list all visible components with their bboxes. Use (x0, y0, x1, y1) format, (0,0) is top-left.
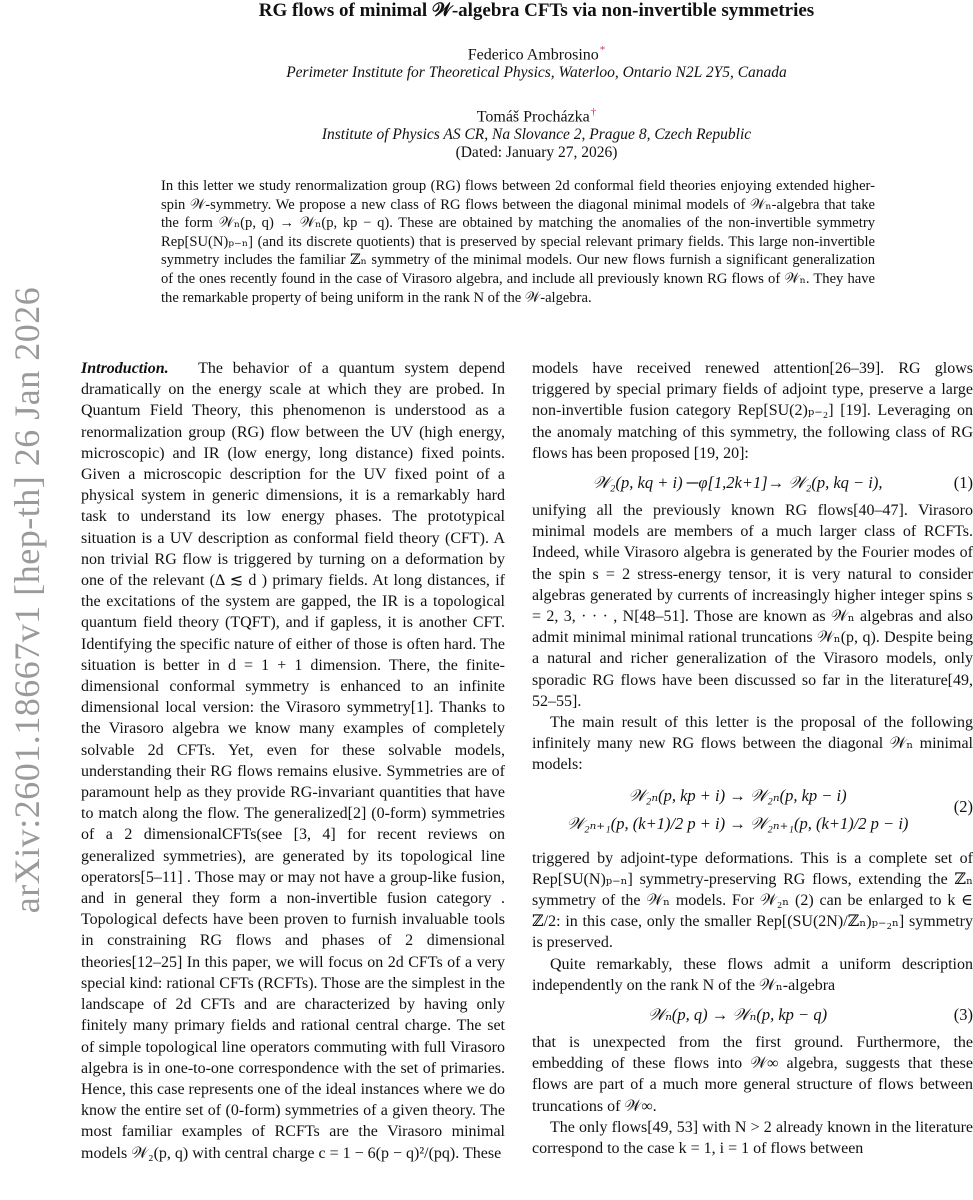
equation-1 (532, 464, 973, 500)
paragraph-known-flows: The only flows[49, 53] with N > 2 already known in the literature correspond to the case k = 1, i = 1 of flows between (532, 1118, 973, 1158)
equation-2-line-1: 𝒲₂ₙ(p, kp + i) → 𝒲₂ₙ(p, kp − i) (628, 785, 847, 805)
left-column (81, 358, 505, 1164)
equation-2 (532, 776, 973, 848)
equation-1-number: (1) (953, 473, 973, 493)
arxiv-identifier: arXiv:2601.18667v1 [hep-th] 26 Jan 2026 (7, 286, 47, 914)
equation-1-body: 𝒲₂(p, kq + i) ─φ[1,2k+1]→ 𝒲₂(p, kq − i), (592, 473, 883, 493)
paragraph-w-infinity: that is unexpected from the first ground. Furthermore, the embedding of these flows into 𝒲∞ algebra, suggests that these flows are part of a much more general structure of flows between truncations of 𝒲∞. (532, 1034, 973, 1115)
equation-3 (532, 996, 973, 1032)
equation-2-body (532, 782, 943, 838)
equation-3-number: (3) (953, 1005, 973, 1025)
author-2-affiliation: Institute of Physics AS CR, Na Slovance 2, Prague 8, Czech Republic (321, 126, 752, 143)
abstract: In this letter we study renormalization group (RG) flows between 2d conformal field theories enjoying extended higher-spin 𝒲-symmetry. We propose a new class of RG flows between the diagonal minimal models of 𝒲ₙ-algebra that take the form 𝒲ₙ(p, q) → 𝒲ₙ(p, kp − q). These are obtained by matching the anomalies of the non-invertible symmetry Rep[SU(N)ₚ₋ₙ] (and its discrete quotients) that is preserved by special relevant primary fields. This large non-invertible symmetry includes the familiar ℤₙ symmetry of the minimal models. Our new flows furnish a significant generalization of the ones recently found in the case of Virasoro algebra, and include all previously known RG flows of 𝒲ₙ. They have the remarkable property of being uniform in the rank N of the 𝒲-algebra. (161, 178, 875, 306)
author-1-affiliation: Perimeter Institute for Theoretical Physics, Waterloo, Ontario N2L 2Y5, Canada (286, 64, 787, 81)
author-2 (100, 106, 973, 126)
section-heading-introduction: Introduction. (81, 360, 169, 377)
author-1-name: Federico Ambrosino (467, 46, 599, 64)
author-1 (100, 44, 973, 64)
paragraph-main-result: The main result of this letter is the proposal of the following infinitely many new RG flows between the diagonal 𝒲ₙ minimal models: (532, 714, 973, 774)
introduction-paragraph (81, 358, 505, 1164)
paragraph-renewed-attention: models have received renewed attention[26–39]. RG glows triggered by special primary fields of adjoint type, preserve a large non-invertible fusion category Rep[SU(2)ₚ₋₂] [19]. Leveraging on the anomaly matching of this symmetry, the following class of RG flows has been proposed [19, 20]: (532, 360, 973, 462)
equation-2-number: (2) (953, 796, 973, 816)
introduction-text: The behavior of a quantum system depend dramatically on the energy scale at which they are probed. In Quantum Field Theory, this phenomenon is understood as a renormalization group (RG) flow between the UV (high energy, microscopic) and IR (low energy, long distance) fixed points. Given a microscopic description for the UV fixed point of a physical system in generic dimensions, it is a remarkably hard task to understand its low energy phases. The prototypical situation is a UV description as conformal field theory (CFT). A non trivial RG flow is triggered by turning on a deformation by one of the relevant (Δ ≲ d ) primary fields. At long distances, if the excitations of the system are gapped, the IR is a topological quantum field theory (TQFT), and if gapless, it is another CFT. Identifying the specific nature of either of those is often hard. The situation is better in d = 1 + 1 dimension. There, the finite-dimensional conformal symmetry is enhanced to an infinite dimensional local version: the Virasoro symmetry[1]. Thanks to the Virasoro algebra we know many examples of completely solvable 2d CFTs. Yet, even for these solvable models, understanding their RG flows remains elusive. Symmetries are of paramount help as they provide RG-invariant quantities that have to match along the flow. The generalized[2] (0-form) symmetries of a 2 dimensionalCFTs(see [3, 4] for recent reviews on generalized symmetries), are generated by its topological line operators[5–11] . Those may or may not have a group-like fusion, and in general they form a non-invertible fusion category . Topological defects have been proven to furnish invaluable tools in constraining RG flows and phases of 2 dimensional theories[12–25] In this paper, we will focus on 2d CFTs of a very special kind: rational CFTs (RCFTs). Those are the simplest in the landscape of 2d CFTs and are characterized by having only finitely many primary fields and rational central charge. The set of simple topological line operators commuting with full Virasoro algebra is in one-to-one correspondence with the set of primaries. Hence, this case represents one of the ideal instances where we do know the entire set of (0-form) symmetries of a given theory. The most familiar examples of RCFTs are the Virasoro minimal models 𝒲₂(p, q) with central charge c = 1 − 6(p − q)²/(pq). These (81, 360, 506, 1162)
author-1-footnote-link[interactable]: * (599, 44, 606, 56)
paragraph-adjoint-deformations: triggered by adjoint-type deformations. This is a complete set of Rep[SU(N)ₚ₋ₙ] symmetry-preserving RG flows, extending the ℤₙ symmetry of the 𝒲ₙ models. For 𝒲₂ₙ (2) can be enlarged to k ∈ ℤ/2: in this case, only the smaller Rep[(SU(2N)/ℤₙ)ₚ₋₂ₙ] symmetry is preserved. (532, 849, 973, 952)
author-2-footnote-link[interactable]: † (590, 106, 597, 118)
date-line: (Dated: January 27, 2026) (455, 144, 618, 161)
paragraph-uniform-description: Quite remarkably, these flows admit a uniform description independently on the rank N of the 𝒲ₙ-algebra (532, 955, 973, 994)
arxiv-identifier-stamp (5, 280, 49, 920)
paragraph-w-algebras: unifying all the previously known RG flows[40–47]. Virasoro minimal models are members of a much larger class of RCFTs. Indeed, while Virasoro algebra is generated by the Fourier modes of the spin s = 2 stress-energy tensor, it is very natural to consider algebras generated by currents of increasingly higher integer spins s = 2, 3, · · · , N[48–51]. Those are known as 𝒲ₙ algebras and also admit minimal minimal rational truncations 𝒲ₙ(p, q). Despite being a natural and richer generalization of the Virasoro models, only sporadic RG flows have been discussed so far in the literature[49, 52–55]. (532, 502, 973, 710)
equation-3-body: 𝒲ₙ(p, q) → 𝒲ₙ(p, kp − q) (647, 1005, 828, 1025)
equation-2-line-2: 𝒲₂ₙ₊₁(p, (k+1)/2 p + i) → 𝒲₂ₙ₊₁(p, (k+1)/2 p − i) (566, 813, 909, 833)
right-column (532, 358, 973, 1159)
author-2-name: Tomáš Procházka (476, 108, 590, 126)
paper-title: RG flows of minimal 𝒲-algebra CFTs via non-invertible symmetries (258, 0, 815, 21)
